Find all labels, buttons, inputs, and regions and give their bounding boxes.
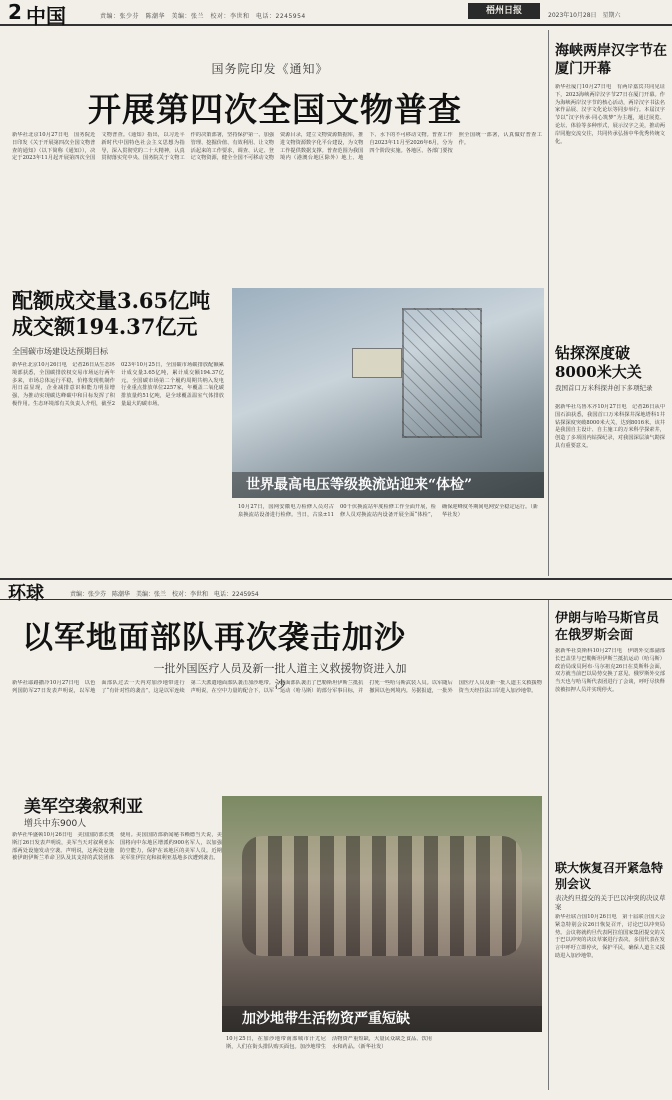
- page-number: 2: [8, 0, 22, 24]
- right-headline-2: 钻探深度破8000米大关: [555, 344, 642, 381]
- right-headline-3: 伊朗与哈马斯官员在俄罗斯会面: [555, 611, 660, 643]
- photo2-title: 加沙地带生活物资严重短缺: [242, 1011, 410, 1027]
- converter-station-photo: [232, 288, 544, 498]
- column-divider-bottom: [548, 600, 549, 1090]
- trade-headline-line1: 配额成交量3.65亿吨: [12, 288, 211, 313]
- editor-credits: 责编：张少芬 陈潮华 美编：张兰 校对：李世和 电话：2245954: [100, 13, 306, 20]
- right-body-1: 新华社厦门10月27日电 有两岸嘉宾共同见证下，2023海峡两岸汉字节27日在厦门开幕。作为海峡两岸汉字节的核心活动，两岸汉字书法名家作品展、汉字文化论坛等同步举行。本届汉字节以“汉字传承·同心筑梦”为主题，通过展览、论坛、体验等多种形式，展示汉字之美，推动两岸同胞交流交往，共同传承弘扬中华优秀传统文化。: [555, 84, 665, 145]
- masthead: [0, 0, 672, 26]
- gaza-bread-photo: [222, 796, 542, 1032]
- right-body-3: 据新华社莫斯科10月27日电 伊朗外交部副部长巴盖里与巴勒斯坦伊斯兰抵抗运动（哈马斯）政治局成员阿布·马尔祖克26日在莫斯科会面，双方就当前巴以局势交换了意见。俄罗斯外交部当天也与哈马斯代表团进行了会谈，呼吁尽快释放被扣押人员并实现停火。: [555, 648, 665, 693]
- trade-headline-line2: 成交额194.37亿元: [12, 314, 198, 339]
- right-body-4: 新华社联合国10月26日电 第十届联合国大会紧急特别会议26日恢复召开，讨论巴以冲突局势。会议将就约旦代表阿拉伯国家集团提交的关于巴以冲突的决议草案进行表决。多国代表在发言中呼吁立即停火，保护平民，确保人道主义援助进入加沙地带。: [555, 914, 665, 959]
- photo-caption: 10月27日，国网安徽电力检修人员对古泉换流站设备进行检修。当日，古泉±1100千伏换流站年度检修工作全面开展，检修人员对换流站内设备开展全面“体检”，确保迎峰度冬期间电网安全稳定运行。（新华社发）: [238, 504, 538, 518]
- issue-date: 2023年10月28日 星期六: [548, 12, 621, 19]
- right-headline-1: 海峡两岸汉字节在厦门开幕: [555, 43, 667, 77]
- lead-kicker: 国务院印发《通知》: [211, 62, 329, 76]
- photo-title: 世界最高电压等级换流站迎来“体检”: [246, 477, 473, 493]
- right-headline-4: 联大恢复召开紧急特别会议: [555, 861, 664, 891]
- gaza-body: 新华社耶路撒冷10月27日电 以色列国防军27日发表声明说，以军地面部队过去一天内对加沙地带进行了“有针对性的袭击”，这是以军连续第二天派遣地面部队袭击加沙地带。声明说，在空中力量的配合下，以军地面部队袭击了巴勒斯坦伊斯兰抵抗运动（哈马斯）的部分军事目标，并打死一些哈马斯武装人员。以军随后撤回以色列境内。另据报道，一批外国医疗人员及新一批人道主义救援物资当天经拉法口岸进入加沙地带。: [12, 680, 542, 694]
- trade-subhead: 全国碳市场建设达预期目标: [12, 347, 108, 356]
- gaza-headline: 以军地面部队再次袭击加沙: [22, 620, 406, 656]
- tower-shape: [402, 308, 482, 438]
- syria-subhead: 增兵中东900人: [24, 819, 87, 829]
- trade-headline: [12, 288, 232, 340]
- right-subhead-2: 我国首口万米科探井创下多项纪录: [555, 384, 653, 392]
- crowd-shape: [242, 836, 522, 956]
- world-section-title: 环球: [8, 583, 44, 604]
- photo2-caption: 10月25日，在加沙地带南部城市汗尤尼斯，人们在街头排队购买面包。加沙地带生活物资严重短缺，大量民众缺乏食品、饮用水和药品。（新华社发）: [226, 1036, 432, 1050]
- right-subhead-4: 表决约旦提交的关于巴以冲突的决议草案: [555, 894, 666, 911]
- world-editor-credits: 责编：张少芬 陈潮华 美编：张兰 校对：李世和 电话：2245954: [70, 591, 259, 598]
- right-body-2: 据新华社乌鲁木齐10月27日电 记者26日从中国石油获悉，我国首口万米科探井深地塔科1井钻探深度突破8000米大关，达到8016米。该井是我国自主设计、自主施工的万米科学探索井，创造了多项国内钻探纪录，对我国深层油气勘探具有重要意义。: [555, 404, 665, 449]
- section-title: 中国: [26, 4, 66, 28]
- column-divider: [548, 30, 549, 576]
- lift-bucket-shape: [352, 348, 402, 378]
- trade-body: 新华社北京10月26日电 记者26日从生态环境部获悉，全国碳排放权交易市场运行两年多来，市场总体运行平稳，价格发现机制作用日益显现，企业减排意识和能力明显增强，为推动实现碳达峰碳中和目标发挥了积极作用。生态环境部有关负责人介绍，截至2023年10月25日，全国碳市场碳排放配额累计成交量3.65亿吨，累计成交额194.37亿元。全国碳市场第二个履约周期共纳入发电行业重点排放单位2257家，年覆盖二氧化碳排放量约51亿吨，是全球覆盖温室气体排放量最大的碳市场。: [12, 362, 224, 407]
- syria-headline: 美军空袭叙利亚: [24, 797, 143, 817]
- lead-body: 新华社北京10月27日电 国务院近日印发《关于开展第四次全国文物普查的通知》（以下简称《通知》），决定于2023年11月起开展第四次全国文物普查。《通知》指出，以习近平新时代中国特色社会主义思想为指导，深入贯彻党的二十大精神，认真贯彻落实党中央、国务院关于文物工作的决策部署，坚持保护第一、加强管理、挖掘价值、有效利用、让文物活起来的工作要求，调查、认定、登记文物资源，健全全国不可移动文物资源目录，建立文物资源数据库，推进文物资源数字化平台建设，为文物工作提供数据支撑。普查范围为我国境内（港澳台地区除外）地上、地下、水下的不可移动文物。普查工作自2023年11月至2026年6月，分为四个阶段实施。各地区、各部门要按照全国统一部署，认真做好普查工作。: [12, 132, 542, 162]
- newspaper-logo: 梧州日报: [468, 3, 540, 19]
- lead-headline: 开展第四次全国文物普查: [88, 90, 462, 129]
- syria-body: 新华社华盛顿10月26日电 美国国防部长奥斯汀26日发表声明说，美军当天对叙利亚东部两处设施发动空袭。声明说，这两处设施被伊朗伊斯兰革命卫队及其支持的武装团体使用。美国国防部新闻秘书赖德当天说，美国将向中东地区增派约900名军人，以加强防空能力，保护在该地区的美军人员。近期美军驻伊拉克和叙利亚基地多次遭到袭击。: [12, 832, 222, 862]
- gaza-subhead: 一批外国医疗人员及新一批人道主义救援物资进入加沙: [153, 662, 407, 691]
